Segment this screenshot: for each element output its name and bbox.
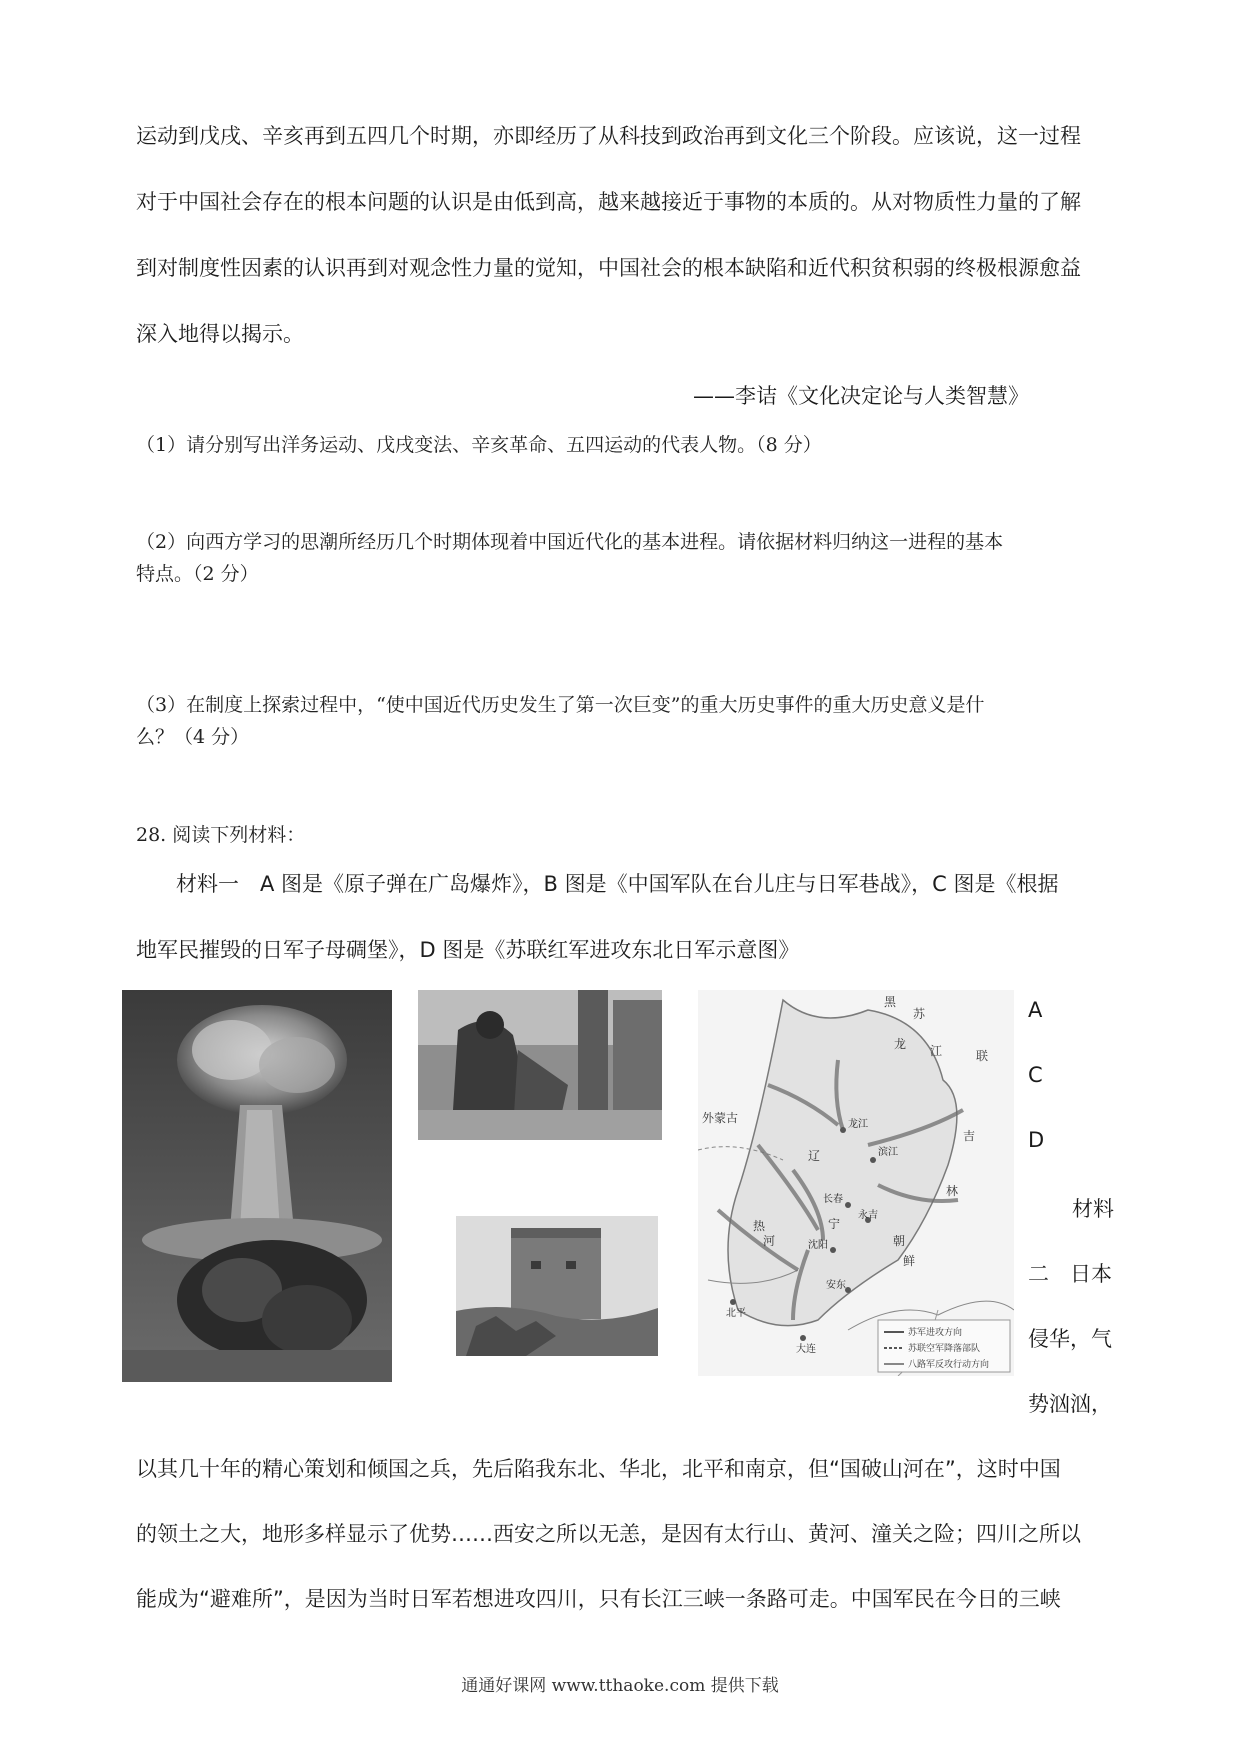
question-3-line-2: 么？（4 分）: [136, 726, 250, 748]
material2-line-1: 以其几十年的精心策划和倾国之兵，先后陷我东北、华北，北平和南京，但“国破山河在”，这时中国: [136, 1457, 1061, 1481]
map-legend-item-1: 苏军进攻方向: [908, 1328, 963, 1338]
map-region-xian: 鲜: [903, 1254, 916, 1268]
photo-b-street-battle: [418, 990, 662, 1140]
map-region-re: 热: [753, 1219, 766, 1233]
material2-line-2: 的领土之大，地形多样显示了优势……西安之所以无恙，是因有太行山、黄河、潼关之险；四川之所以: [136, 1522, 1081, 1546]
photo-c-blockhouse: [456, 1216, 658, 1356]
question-3-line-1: （3）在制度上探索过程中，“使中国近代历史发生了第一次巨变”的重大历史事件的重大历史意义是什: [136, 694, 985, 716]
map-city-longjiang: 龙江: [848, 1119, 868, 1130]
map-region-su: 苏: [913, 1007, 926, 1021]
map-region-liao: 辽: [808, 1149, 821, 1163]
map-region-lin: 林: [946, 1184, 959, 1198]
page-footer: 通通好课网 www.tthaoke.com 提供下载: [461, 1676, 779, 1696]
material1-line-1: 材料一 A 图是《原子弹在广岛爆炸》，B 图是《中国军队在台儿庄与日军巷战》，C 图是《根据: [176, 872, 1059, 896]
map-legend-item-2: 苏联空军降落部队: [908, 1344, 981, 1354]
map-city-beiping: 北平: [726, 1308, 746, 1319]
map-region-lian: 联: [976, 1049, 989, 1063]
map-city-dalian: 大连: [796, 1344, 816, 1355]
map-region-hei: 黑: [884, 995, 897, 1009]
side-text-1: 材料: [1072, 1197, 1114, 1221]
map-region-he: 河: [763, 1234, 776, 1248]
map-city-binjiang: 滨江: [878, 1147, 898, 1158]
passage-line-4: 深入地得以揭示。: [136, 322, 304, 346]
passage-line-3: 到对制度性因素的认识再到对观念性力量的觉知，中国社会的根本缺陷和近代积贫积弱的终极根源愈益: [136, 256, 1081, 280]
map-region-ning: 宁: [828, 1217, 841, 1231]
question-2-line-1: （2）向西方学习的思潮所经历几个时期体现着中国近代化的基本进程。请依据材料归纳这一进程的基本: [136, 531, 1004, 553]
map-city-yongji: 永吉: [858, 1210, 878, 1221]
map-region-jiang: 江: [930, 1044, 943, 1058]
side-text-4: 势汹汹，: [1028, 1392, 1112, 1416]
map-city-andong: 安东: [826, 1280, 846, 1291]
q28-heading: 28. 阅读下列材料：: [136, 824, 306, 846]
map-region-ji: 吉: [963, 1129, 976, 1143]
map-city-shenyang: 沈阳: [808, 1240, 828, 1251]
map-region-outer-mongolia: 外蒙古: [702, 1111, 739, 1125]
side-text-2: 二 日本: [1028, 1262, 1112, 1286]
material1-line-2: 地军民摧毁的日军子母碉堡》，D 图是《苏联红军进攻东北日军示意图》: [136, 938, 800, 962]
map-legend-item-3: 八路军反攻行动方向: [908, 1360, 990, 1370]
passage-line-2: 对于中国社会存在的根本问题的认识是由低到高，越来越接近于事物的本质的。从对物质性力量的了解: [136, 190, 1081, 214]
map-city-changchun: 长春: [823, 1194, 843, 1205]
question-1-line-1: （1）请分别写出洋务运动、戊戌变法、辛亥革命、五四运动的代表人物。（8 分）: [136, 434, 822, 456]
side-text-3: 侵华，气: [1028, 1327, 1112, 1351]
passage-line-1: 运动到戊戌、辛亥再到五四几个时期，亦即经历了从科技到政治再到文化三个阶段。应该说，这一过程: [136, 124, 1081, 148]
side-label-d: D: [1028, 1128, 1045, 1152]
map-region-long: 龙: [894, 1037, 907, 1051]
material2-line-3: 能成为“避难所”，是因为当时日军若想进攻四川，只有长江三峡一条路可走。中国军民在今日的三峡: [136, 1587, 1061, 1611]
side-label-c: C: [1028, 1063, 1043, 1087]
photo-a-atomic-bomb: [122, 990, 392, 1382]
passage-attribution: ——李诘《文化决定论与人类智慧》: [693, 384, 1029, 408]
map-d-soviet-offensive: [698, 990, 1014, 1376]
question-2-line-2: 特点。（2 分）: [136, 563, 259, 585]
map-region-chao: 朝: [893, 1234, 906, 1248]
side-label-a: A: [1028, 998, 1043, 1022]
